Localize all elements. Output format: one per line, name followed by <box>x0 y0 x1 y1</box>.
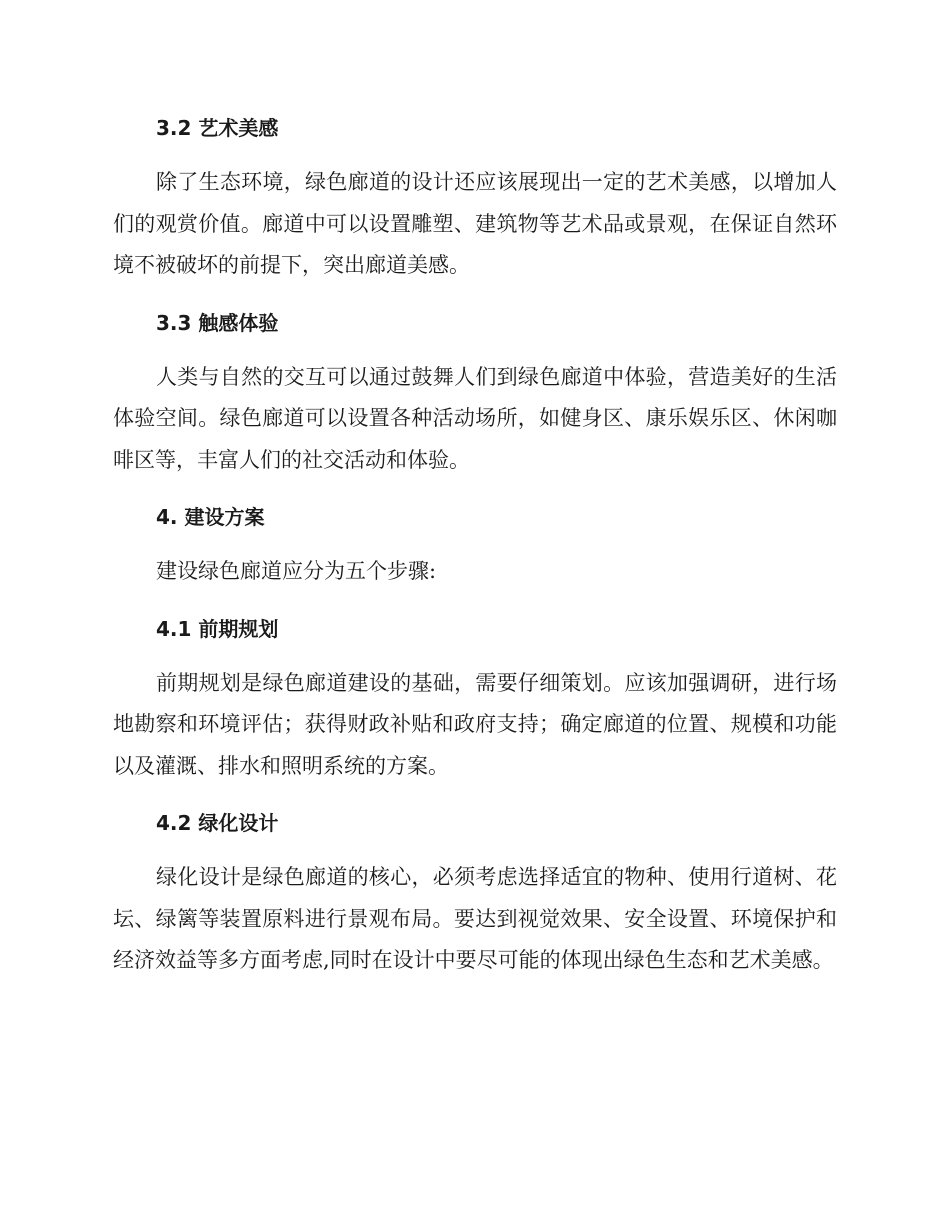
section-body-3-3: 人类与自然的交互可以通过鼓舞人们到绿色廊道中体验，营造美好的生活体验空间。绿色廊道可以设置各种活动场所，如健身区、康乐娱乐区、休闲咖啡区等，丰富人们的社交活动和体验。 <box>113 364 837 472</box>
section-heading-4: 4. 建设方案 <box>156 505 265 529</box>
section-heading-4-1: 4.1 前期规划 <box>156 616 279 641</box>
section-heading-4-2: 4.2 绿化设计 <box>156 811 279 835</box>
section-body-4-2: 绿化设计是绿色廊道的核心，必须考虑选择适宜的物种、使用行道树、花坛、绿篱等装置原料进行景观布局。要达到视觉效果、安全设置、环境保护和经济效益等多方面考虑,同时在设计中要尽可能的体现出绿色生态和艺术美感。 <box>113 865 837 972</box>
section-body-4-1: 前期规划是绿色廊道建设的基础，需要仔细策划。应该加强调研，进行场地勘察和环境评估；获得财政补贴和政府支持；确定廊道的位置、规模和功能以及灌溉、排水和照明系统的方案。 <box>113 670 837 778</box>
section-body-4: 建设绿色廊道应分为五个步骤: <box>156 559 437 583</box>
section-heading-3-3: 3.3 触感体验 <box>156 310 279 335</box>
document-page <box>113 108 837 982</box>
section-body-3-2: 除了生态环境，绿色廊道的设计还应该展现出一定的艺术美感，以增加人们的观赏价值。廊道中可以设置雕塑、建筑物等艺术品或景观，在保证自然环境不被破坏的前提下，突出廊道美感。 <box>113 170 837 277</box>
section-heading-3-2: 3.2 艺术美感 <box>156 116 279 140</box>
